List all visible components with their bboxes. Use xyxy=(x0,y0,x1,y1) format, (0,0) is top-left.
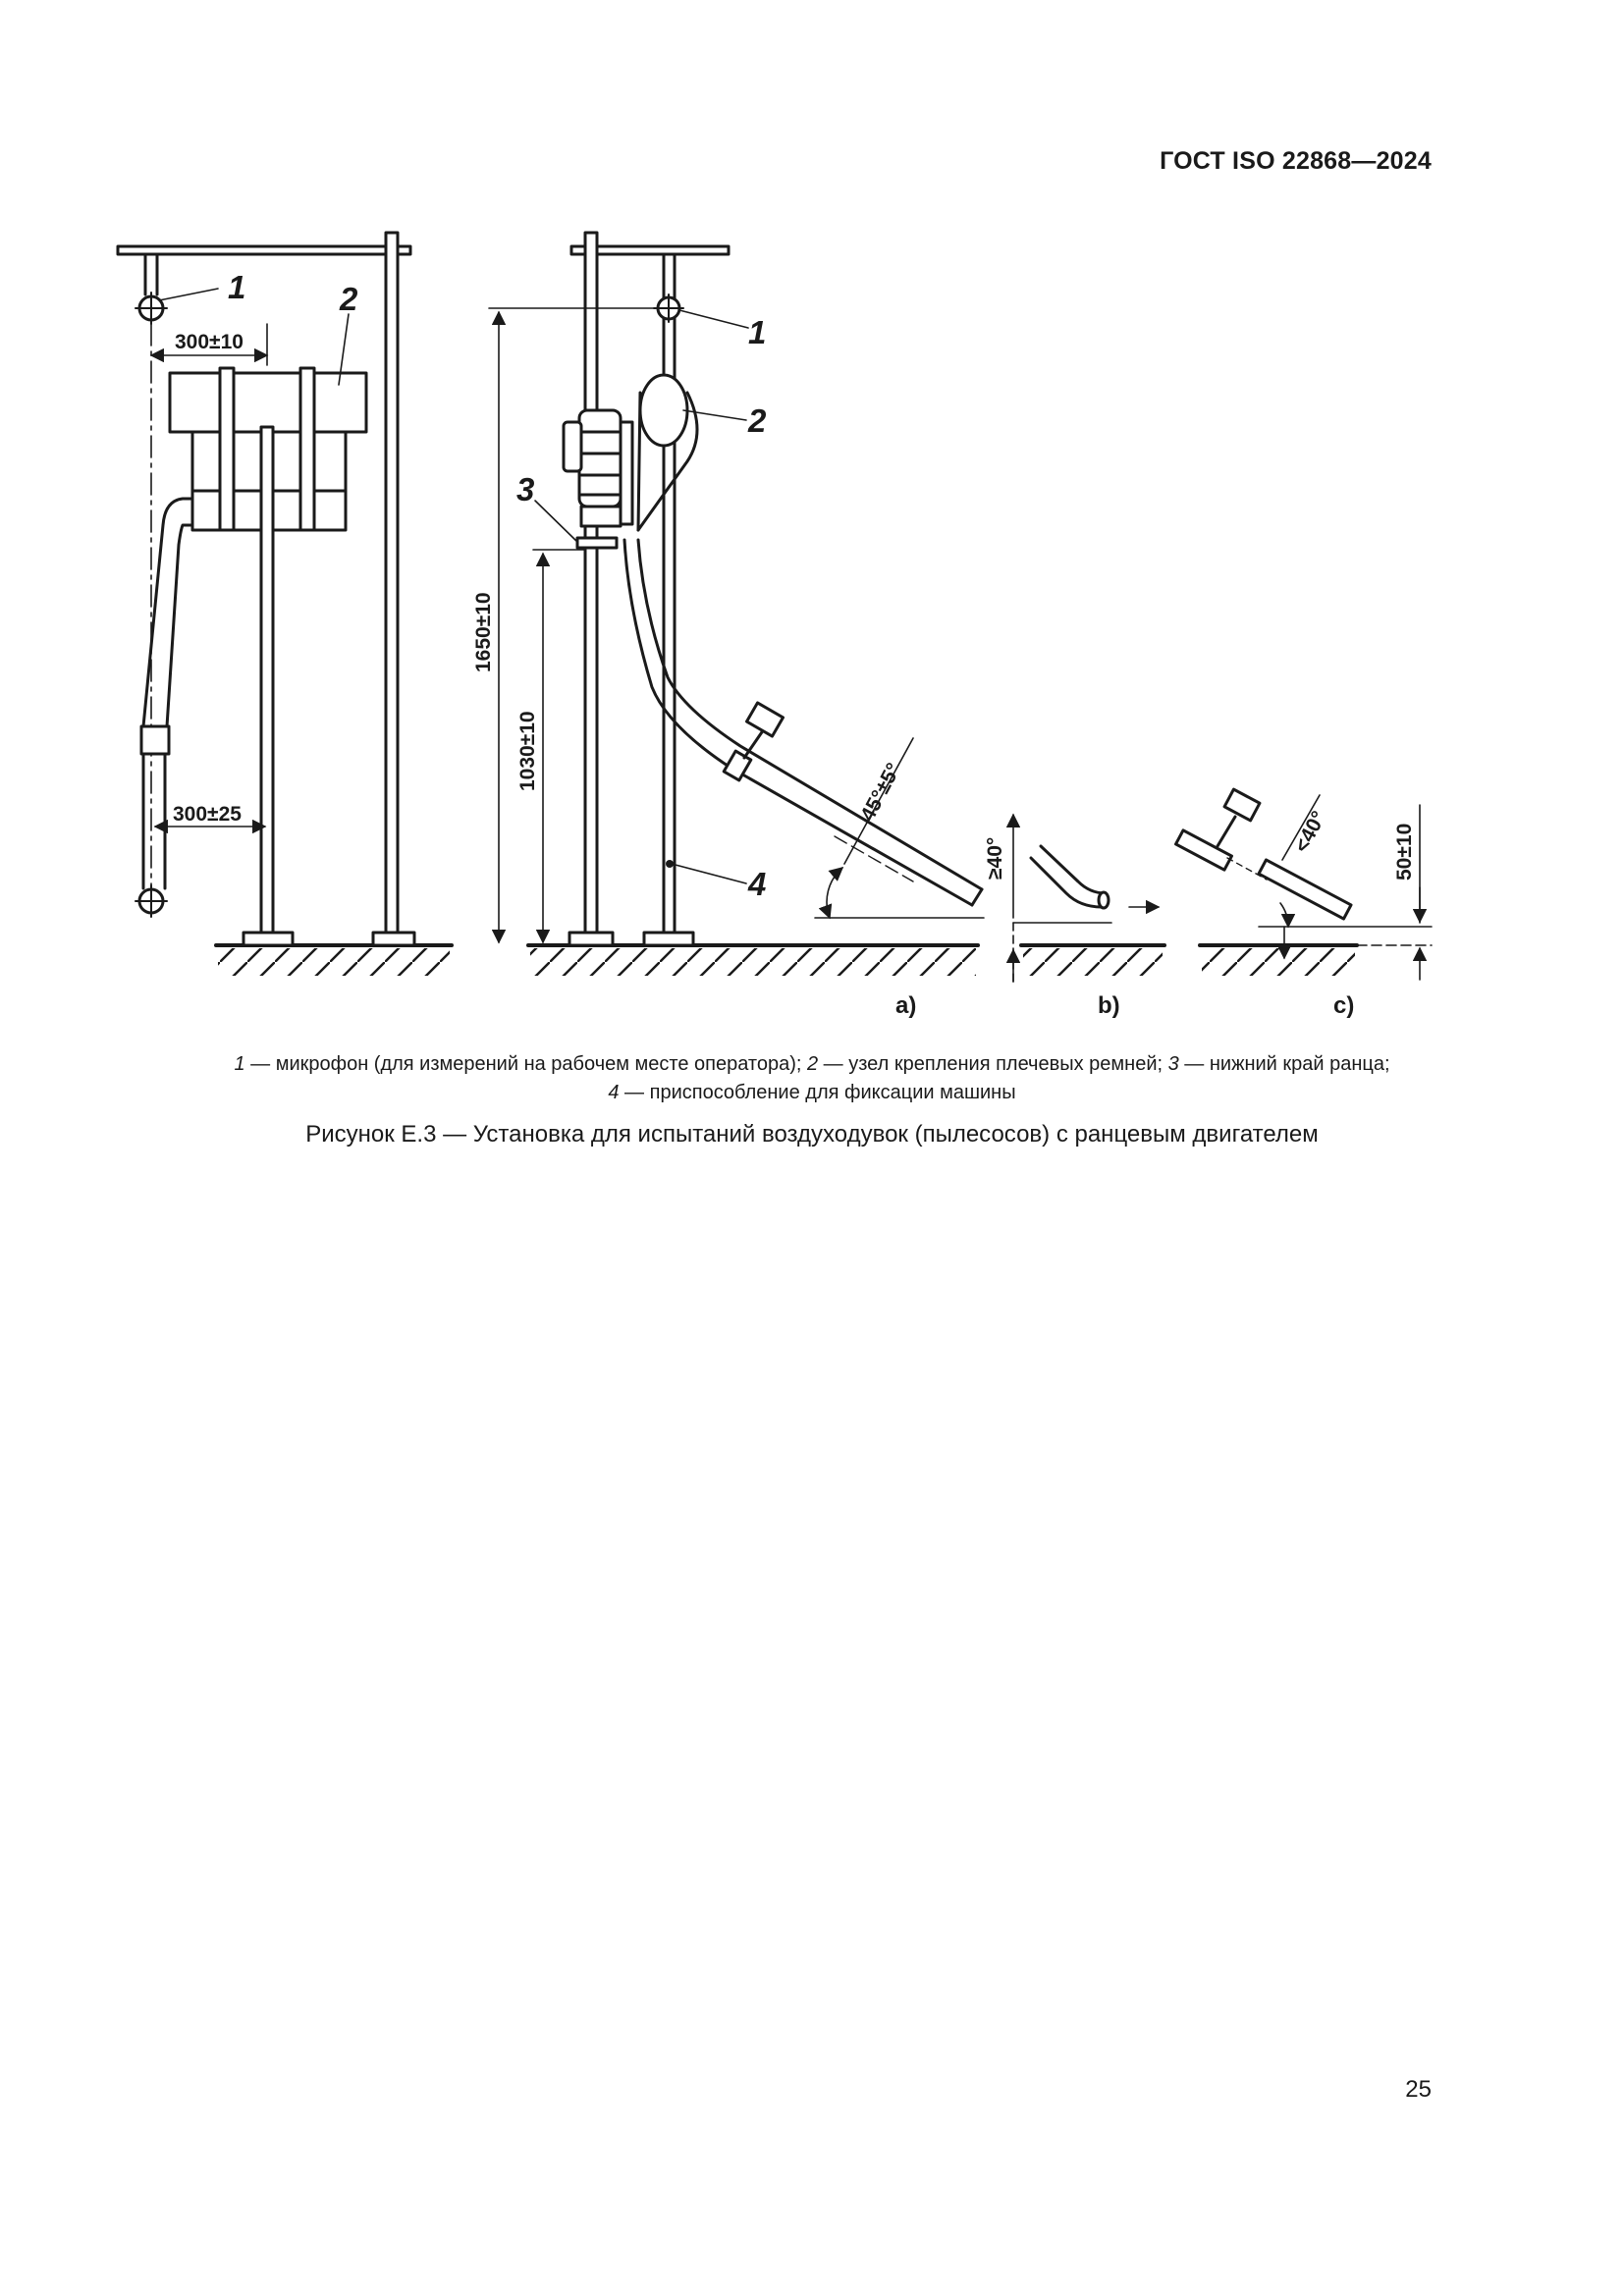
dim-angle-a: 45°±5° xyxy=(856,759,906,826)
dim-1030: 1030±10 xyxy=(516,711,539,791)
legend-line-2 xyxy=(0,1079,1624,1107)
callout-1-side: 1 xyxy=(748,314,767,350)
legend-num-4: 4 xyxy=(608,1082,620,1103)
legend-num-2: 2 xyxy=(807,1053,819,1075)
nozzle-view-c xyxy=(1176,789,1432,980)
callout-2-front: 2 xyxy=(340,281,358,317)
legend-text-1: — микрофон (для измерений на рабочем месте оператора); xyxy=(244,1053,807,1075)
callout-1-front: 1 xyxy=(228,269,246,305)
callout-3-side: 3 xyxy=(516,471,535,507)
sublabel-a: a) xyxy=(895,992,917,1019)
sublabel-c: c) xyxy=(1333,992,1355,1019)
side-view-a xyxy=(489,233,984,976)
dim-angle-b: ≥40° xyxy=(984,836,1006,880)
dim-1650: 1650±10 xyxy=(472,592,495,672)
document-number: ГОСТ ISO 22868—2024 xyxy=(1160,147,1432,175)
legend-line-1 xyxy=(0,1050,1624,1079)
dim-300-25: 300±25 xyxy=(173,803,242,826)
callout-4-side: 4 xyxy=(748,866,767,902)
nozzle-view-b xyxy=(1013,815,1164,982)
sublabel-b: b) xyxy=(1098,992,1120,1019)
dim-angle-c: <40° xyxy=(1290,807,1331,857)
figure-caption: Рисунок Е.3 — Установка для испытаний воздуходувок (пылесосов) с ранцевым двигателем xyxy=(305,1121,1319,1148)
figure-legend xyxy=(0,1050,1624,1107)
front-view xyxy=(118,233,452,976)
page-number: 25 xyxy=(1405,2076,1432,2103)
callout-2-side: 2 xyxy=(748,402,767,439)
legend-num-1: 1 xyxy=(234,1053,245,1075)
dim-50-10: 50±10 xyxy=(1393,823,1416,881)
legend-text-2: — узел крепления плечевых ремней; xyxy=(818,1053,1168,1075)
dim-300-10: 300±10 xyxy=(175,331,244,353)
legend-num-3: 3 xyxy=(1167,1053,1179,1075)
legend-text-4: — приспособление для фиксации машины xyxy=(619,1082,1016,1103)
test-rig-drawing xyxy=(0,0,1624,1050)
legend-text-3: — нижний край ранца; xyxy=(1178,1053,1390,1075)
